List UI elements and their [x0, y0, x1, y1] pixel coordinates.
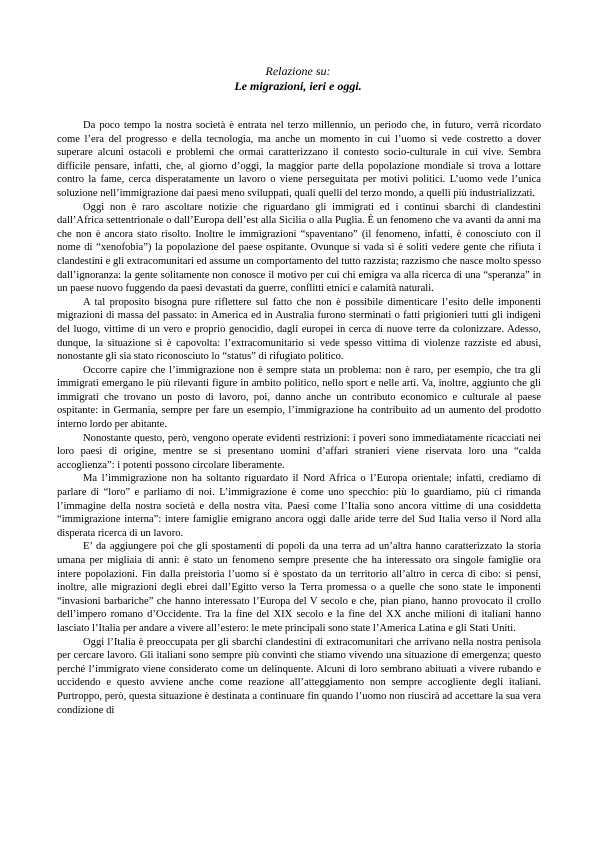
document-body	[57, 119, 541, 717]
paragraph: Nonostante questo, però, vengono operate evidenti restrizioni: i poveri sono immediatamente ricacciati nei loro paesi di origine, mentre se si presentano uomini d’affari stranieri viene riservata loro una “calda accoglienza”: i potenti possono circolare liberamente.	[57, 432, 541, 471]
paragraph: Ma l’immigrazione non ha soltanto riguardato il Nord Africa o l’Europa orientale; infatti, crediamo di parlare di “loro” e parliamo di noi. L’immigrazione è come uno specchio: più lo guardiamo, più ci rimanda l’immagine della nostra società e della nostra vita. Paesi come l’Italia sono ancora vittime di una cosiddetta “immigrazione interna”: intere famiglie emigrano ancora oggi dalle aride terre del Sud Italia verso il Nord alla disperata ricerca di un lavoro.	[57, 473, 541, 539]
title-line-2: Le migrazioni, ieri e oggi.	[234, 79, 362, 93]
paragraph: A tal proposito bisogna pure riflettere sul fatto che non è possibile dimenticare l’esito delle imponenti migrazioni di massa del passato: in America ed in Australia furono sterminati o fatti prigionieri tutti gli indigeni del luogo, vittime di un vero e proprio genocidio, dagli europei in cerca di nuove terre da colonizzare. Adesso, dunque, la situazione si è capovolta: l’extracomunitario si vede spesso vittima di violenze razziste ed abusi, nonostante gli sia stato riconosciuto lo “status” di rifugiato politico.	[57, 296, 541, 363]
paragraph: Da poco tempo la nostra società è entrata nel terzo millennio, un periodo che, in futuro, verrà ricordato come l’era del progresso e della tecnologia, ma anche un momento in cui l’uomo si vede costretto a dover superare alcuni ostacoli e problemi che ormai caratterizzano il contesto socio-culturale in cui vive. Sembra difficile pensare, infatti, che, al giorno d’oggi, la maggior parte della popolazione mondiale si trova a lottare contro la fame, cerca disperatamente un lavoro o viene perseguitata per motivi politici. L’uomo vede l’unica soluzione nell’immigrazione dai paesi meno sviluppati, quali quelli del terzo mondo, a quelli più industrializzati.	[57, 120, 541, 199]
paragraph: E’ da aggiungere poi che gli spostamenti di popoli da una terra ad un’altra hanno caratterizzato la storia umana per migliaia di anni: è stato un fenomeno sempre presente che ha interessato ora singole famiglie ora intere popolazioni. Fin dalla preistoria l’uomo si è spostato da un territorio all’altro in cerca di cibo: si pensi, inoltre, alle migrazioni degli ebrei dall’Egitto verso la Terra promessa o a quelle che sono state le imponenti “invasioni barbariche” che hanno interessato l’Europa del V secolo e che, pian piano, hanno provocato il crollo dell’impero romano d’Occidente. Tra la fine del XIX secolo e la fine del XX anche milioni di italiani hanno lasciato l’Italia per andare a vivere all’estero: le mete principali sono state l’America Latina e gli Stati Uniti.	[57, 541, 541, 634]
title-line-1: Relazione su:	[265, 64, 331, 78]
paragraph: Occorre capire che l’immigrazione non è sempre stata un problema: non è raro, per esempio, che tra gli immigrati emergano le più rilevanti figure in ambito politico, nello sport e nelle arti. Va, inoltre, aggiunto che gli immigrati che trovano un posto di lavoro, poi, danno anche un contributo economico e culturale al paese ospitante: in Germania, sempre per fare un esempio, l’immigrazione ha contribuito ad un aumento del prodotto interno lordo per abitante.	[57, 364, 541, 431]
paragraph: Oggi l’Italia è preoccupata per gli sbarchi clandestini di extracomunitari che arrivano nella nostra penisola per cercare lavoro. Gli italiani sono sempre più convinti che stiamo vivendo una situazione di emergenza; questo perché l’immigrato viene considerato come un delinquente. Alcuni di loro sembrano abituati a vivere rubando e uccidendo e questo avviene anche come reazione all’atteggiamento non sempre accogliente degli italiani. Purtroppo, però, questa situazione è destinata a continuare fin quando l’uomo non riuscirà ad accettare la sua vera condizione di	[57, 636, 541, 716]
title-block	[0, 64, 596, 94]
paragraph: Oggi non è raro ascoltare notizie che riguardano gli immigrati ed i continui sbarchi di clandestini dall’Africa settentrionale o dall’Europa dell’est alla Sicilia o alla Puglia. È un fenomeno che va avanti da anni ma che non è ancora stato risolto. Inoltre le immigrazioni “spaventano” (il fenomeno, infatti, è conosciuto con il nome di “xenofobia”) la popolazione del paese ospitante. Ovunque si vada si è soliti vedere gente che rifiuta i clandestini e gli extracomunitari ed assume un comportamento del tutto razzista; razzismo che nasce molto spesso dall’ignoranza: la gente solitamente non conosce il motivo per cui chi emigra va alla ricerca di una “speranza” in un paese nuovo fuggendo da paesi devastati da guerre, conflitti etnici e calamità naturali.	[57, 201, 541, 295]
